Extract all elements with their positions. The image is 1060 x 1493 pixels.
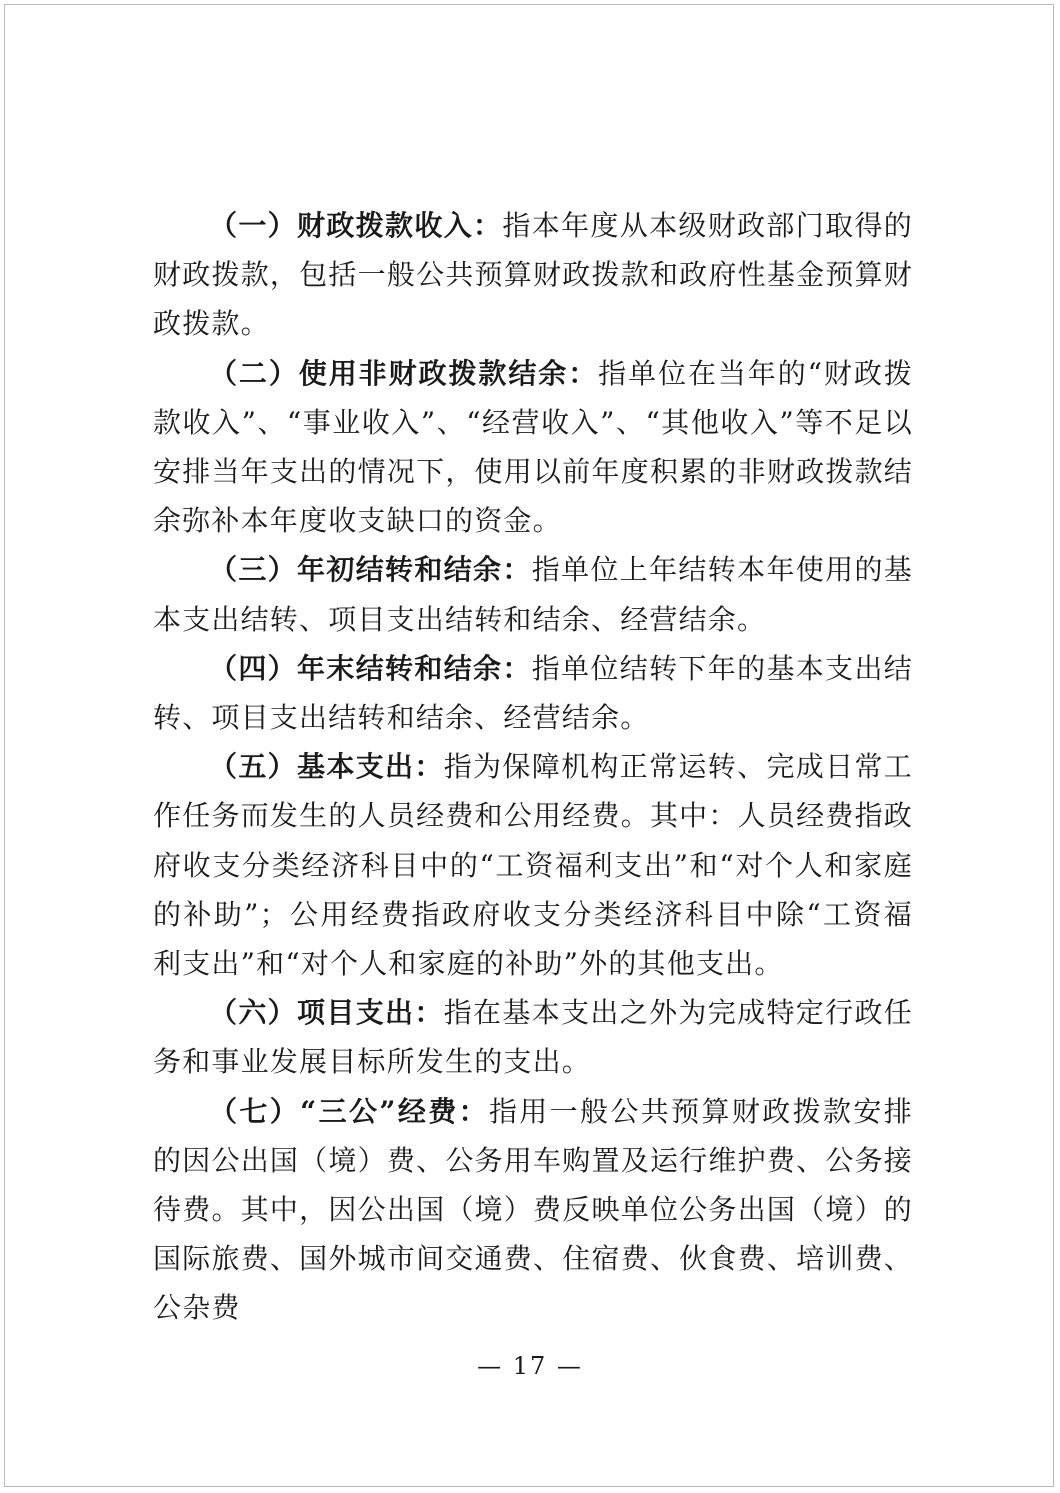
paragraph-basic-expenditure [153, 742, 913, 988]
paragraph-project-expenditure [153, 988, 913, 1086]
term-label: （二）使用非财政拨款结余： [209, 356, 599, 390]
paragraph-opening-carryover [153, 545, 913, 643]
paragraph-three-public-expenses [153, 1087, 913, 1333]
page-number: — 17 — [477, 1352, 583, 1380]
term-label: （七）“三公”经费： [209, 1094, 489, 1128]
term-definition: 指单位结转下年的基本支出结转、项目支出结转和结余、经营结余。 [153, 651, 913, 735]
paragraph-non-fiscal-balance-use [153, 349, 913, 546]
paragraph-fiscal-appropriation-income [153, 201, 913, 349]
document-body [153, 201, 913, 1333]
term-definition: 指单位上年结转本年使用的基本支出结转、项目支出结转和结余、经营结余。 [153, 553, 913, 636]
term-definition: 指在基本支出之外为完成特定行政任务和事业发展目标所发生的支出。 [153, 996, 913, 1079]
term-definition: 指本年度从本级财政部门取得的财政拨款，包括一般公共预算财政拨款和政府性基金预算财政拨款。 [153, 209, 913, 341]
term-label: （四）年末结转和结余： [209, 651, 532, 685]
term-definition: 指为保障机构正常运转、完成日常工作任务而发生的人员经费和公用经费。其中：人员经费指政府收支分类经济科目中的“工资福利支出”和“对个人和家庭的补助”；公用经费指政府收支分类经济科目中除“工资福利支出”和“对个人和家庭的补助”外的其他支出。 [153, 750, 913, 981]
term-label: （三）年初结转和结余： [209, 553, 532, 587]
document-page [4, 4, 1054, 1487]
term-label: （六）项目支出： [209, 996, 444, 1030]
paragraph-closing-carryover [153, 644, 913, 742]
term-definition: 指单位在当年的“财政拨款收入”、“事业收入”、“经营收入”、“其他收入”等不足以安排当年支出的情况下，使用以前年度积累的非财政拨款结余弥补本年度收支缺口的资金。 [153, 356, 913, 538]
term-label: （一）财政拨款收入： [209, 209, 503, 242]
term-label: （五）基本支出： [209, 750, 444, 784]
term-definition: 指用一般公共预算财政拨款安排的因公出国（境）费、公务用车购置及运行维护费、公务接待费。其中，因公出国（境）费反映单位公务出国（境）的国际旅费、国外城市间交通费、住宿费、伙食费、培训费、公杂费 [153, 1094, 913, 1325]
